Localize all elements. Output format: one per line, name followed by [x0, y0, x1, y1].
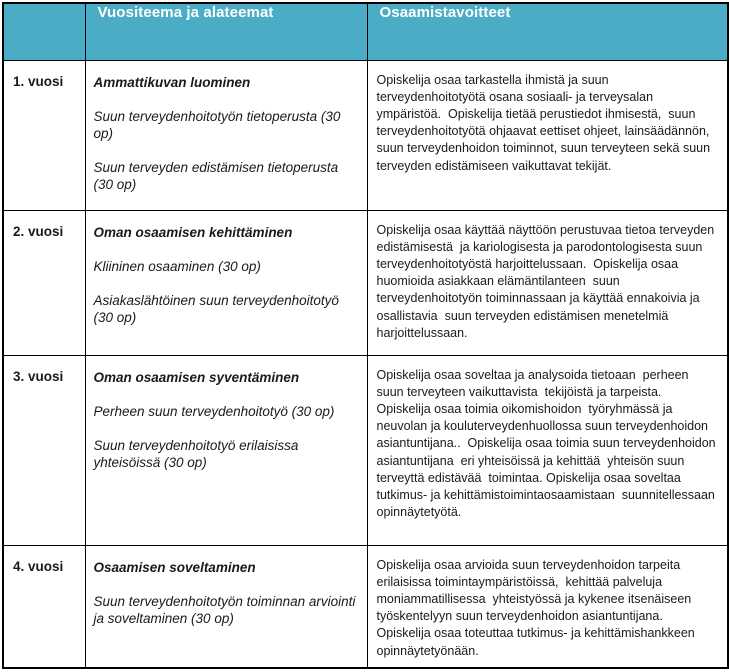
year-label-3: 3. vuosi [3, 355, 85, 545]
table-row-year-2 [3, 210, 728, 355]
course-item: Suun terveydenhoitotyön tietoperusta (30 op) [93, 108, 341, 141]
themes-cell-1 [85, 60, 367, 210]
course-item: Suun terveyden edistämisen tietoperusta (30 op) [93, 159, 339, 192]
theme-title-2: Oman osaamisen kehittäminen [93, 224, 293, 240]
theme-title-4: Osaamisen soveltaminen [93, 559, 256, 575]
table-header-row [3, 3, 728, 60]
year-label-1: 1. vuosi [3, 60, 85, 210]
year-label-4: 4. vuosi [3, 545, 85, 668]
course-item: Kliininen osaaminen (30 op) [93, 258, 261, 274]
themes-cell-4 [85, 545, 367, 668]
themes-cell-2 [85, 210, 367, 355]
header-cell-year [3, 3, 85, 60]
year-label-2: 2. vuosi [3, 210, 85, 355]
course-item: Asiakaslähtöinen suun terveydenhoitotyö (30 op) [93, 292, 339, 325]
course-item: Suun terveydenhoitotyö erilaisissa yhteisöissä (30 op) [93, 437, 299, 470]
theme-title-1: Ammattikuvan luominen [93, 74, 251, 90]
objectives-text-4: Opiskelija osaa arvioida suun terveydenhoidon tarpeita erilaisissa toimintaympäristöissä, kehittää palveluja moniammatillisessa yhteistyössä ja kykenee itsenäiseen työskentelyyn suun terveydenhoidon asiantuntijana. Opiskelija osaa toteuttaa tutkimus- ja kehittämishankkeen opinnäytetyönään. [367, 545, 728, 668]
themes-cell-3 [85, 355, 367, 545]
course-item: Perheen suun terveydenhoitotyö (30 op) [93, 403, 335, 419]
table-row-year-4 [3, 545, 728, 668]
theme-title-3: Oman osaamisen syventäminen [93, 369, 300, 385]
objectives-text-2: Opiskelija osaa käyttää näyttöön perustuvaa tietoa terveyden edistämisestä ja kariologisesta ja parodontologisesta suun terveydenhoitotyöstä harjoittelussaan. Opiskelija osaa huomioida asiakkaan elämäntilanteen suun terveydenhoitotyön toiminnassaan ja käyttää ennakoivia ja osallistavia suun terveyden edistämisen menetelmiä harjoittelussaan. [367, 210, 728, 355]
curriculum-table [2, 2, 729, 669]
table-row-year-1 [3, 60, 728, 210]
course-item: Suun terveydenhoitotyön toiminnan arviointi ja soveltaminen (30 op) [93, 593, 356, 626]
objectives-text-3: Opiskelija osaa soveltaa ja analysoida tietoaan perheen suun terveyteen vaikuttavista tekijöistä ja tarpeista. Opiskelija osaa toimia oikomishoidon työryhmässä ja neuvolan ja kouluterveydenhuollossa suun terveydenhoidon asiantuntijana.. Opiskelija osaa toimia suun terveydenhoidon asiantuntijana eri yhteisöissä ja kehittää yhteisön suun terveyttä edistävää toimintaa. Opiskelija osaa soveltaa tutkimus- ja kehittämistoimintaosaamistaan suunnitellessaan opinnäytetyötä. [367, 355, 728, 545]
table-row-year-3 [3, 355, 728, 545]
header-cell-themes: Vuositeema ja alateemat [85, 3, 367, 60]
objectives-text-1: Opiskelija osaa tarkastella ihmistä ja suun terveydenhoitotyötä osana sosiaali- ja terveysalan ympäristöä. Opiskelija tietää perustiedot ihmisestä, suun terveydenhoitotyötä ohjaavat eettiset ohjeet, lainsäädännön, suun terveydenhoidon toiminnot, suun terveyteen sekä suun terveyden edistämiseen vaikuttavat tekijät. [367, 60, 728, 210]
header-cell-objectives: Osaamistavoitteet [367, 3, 728, 60]
